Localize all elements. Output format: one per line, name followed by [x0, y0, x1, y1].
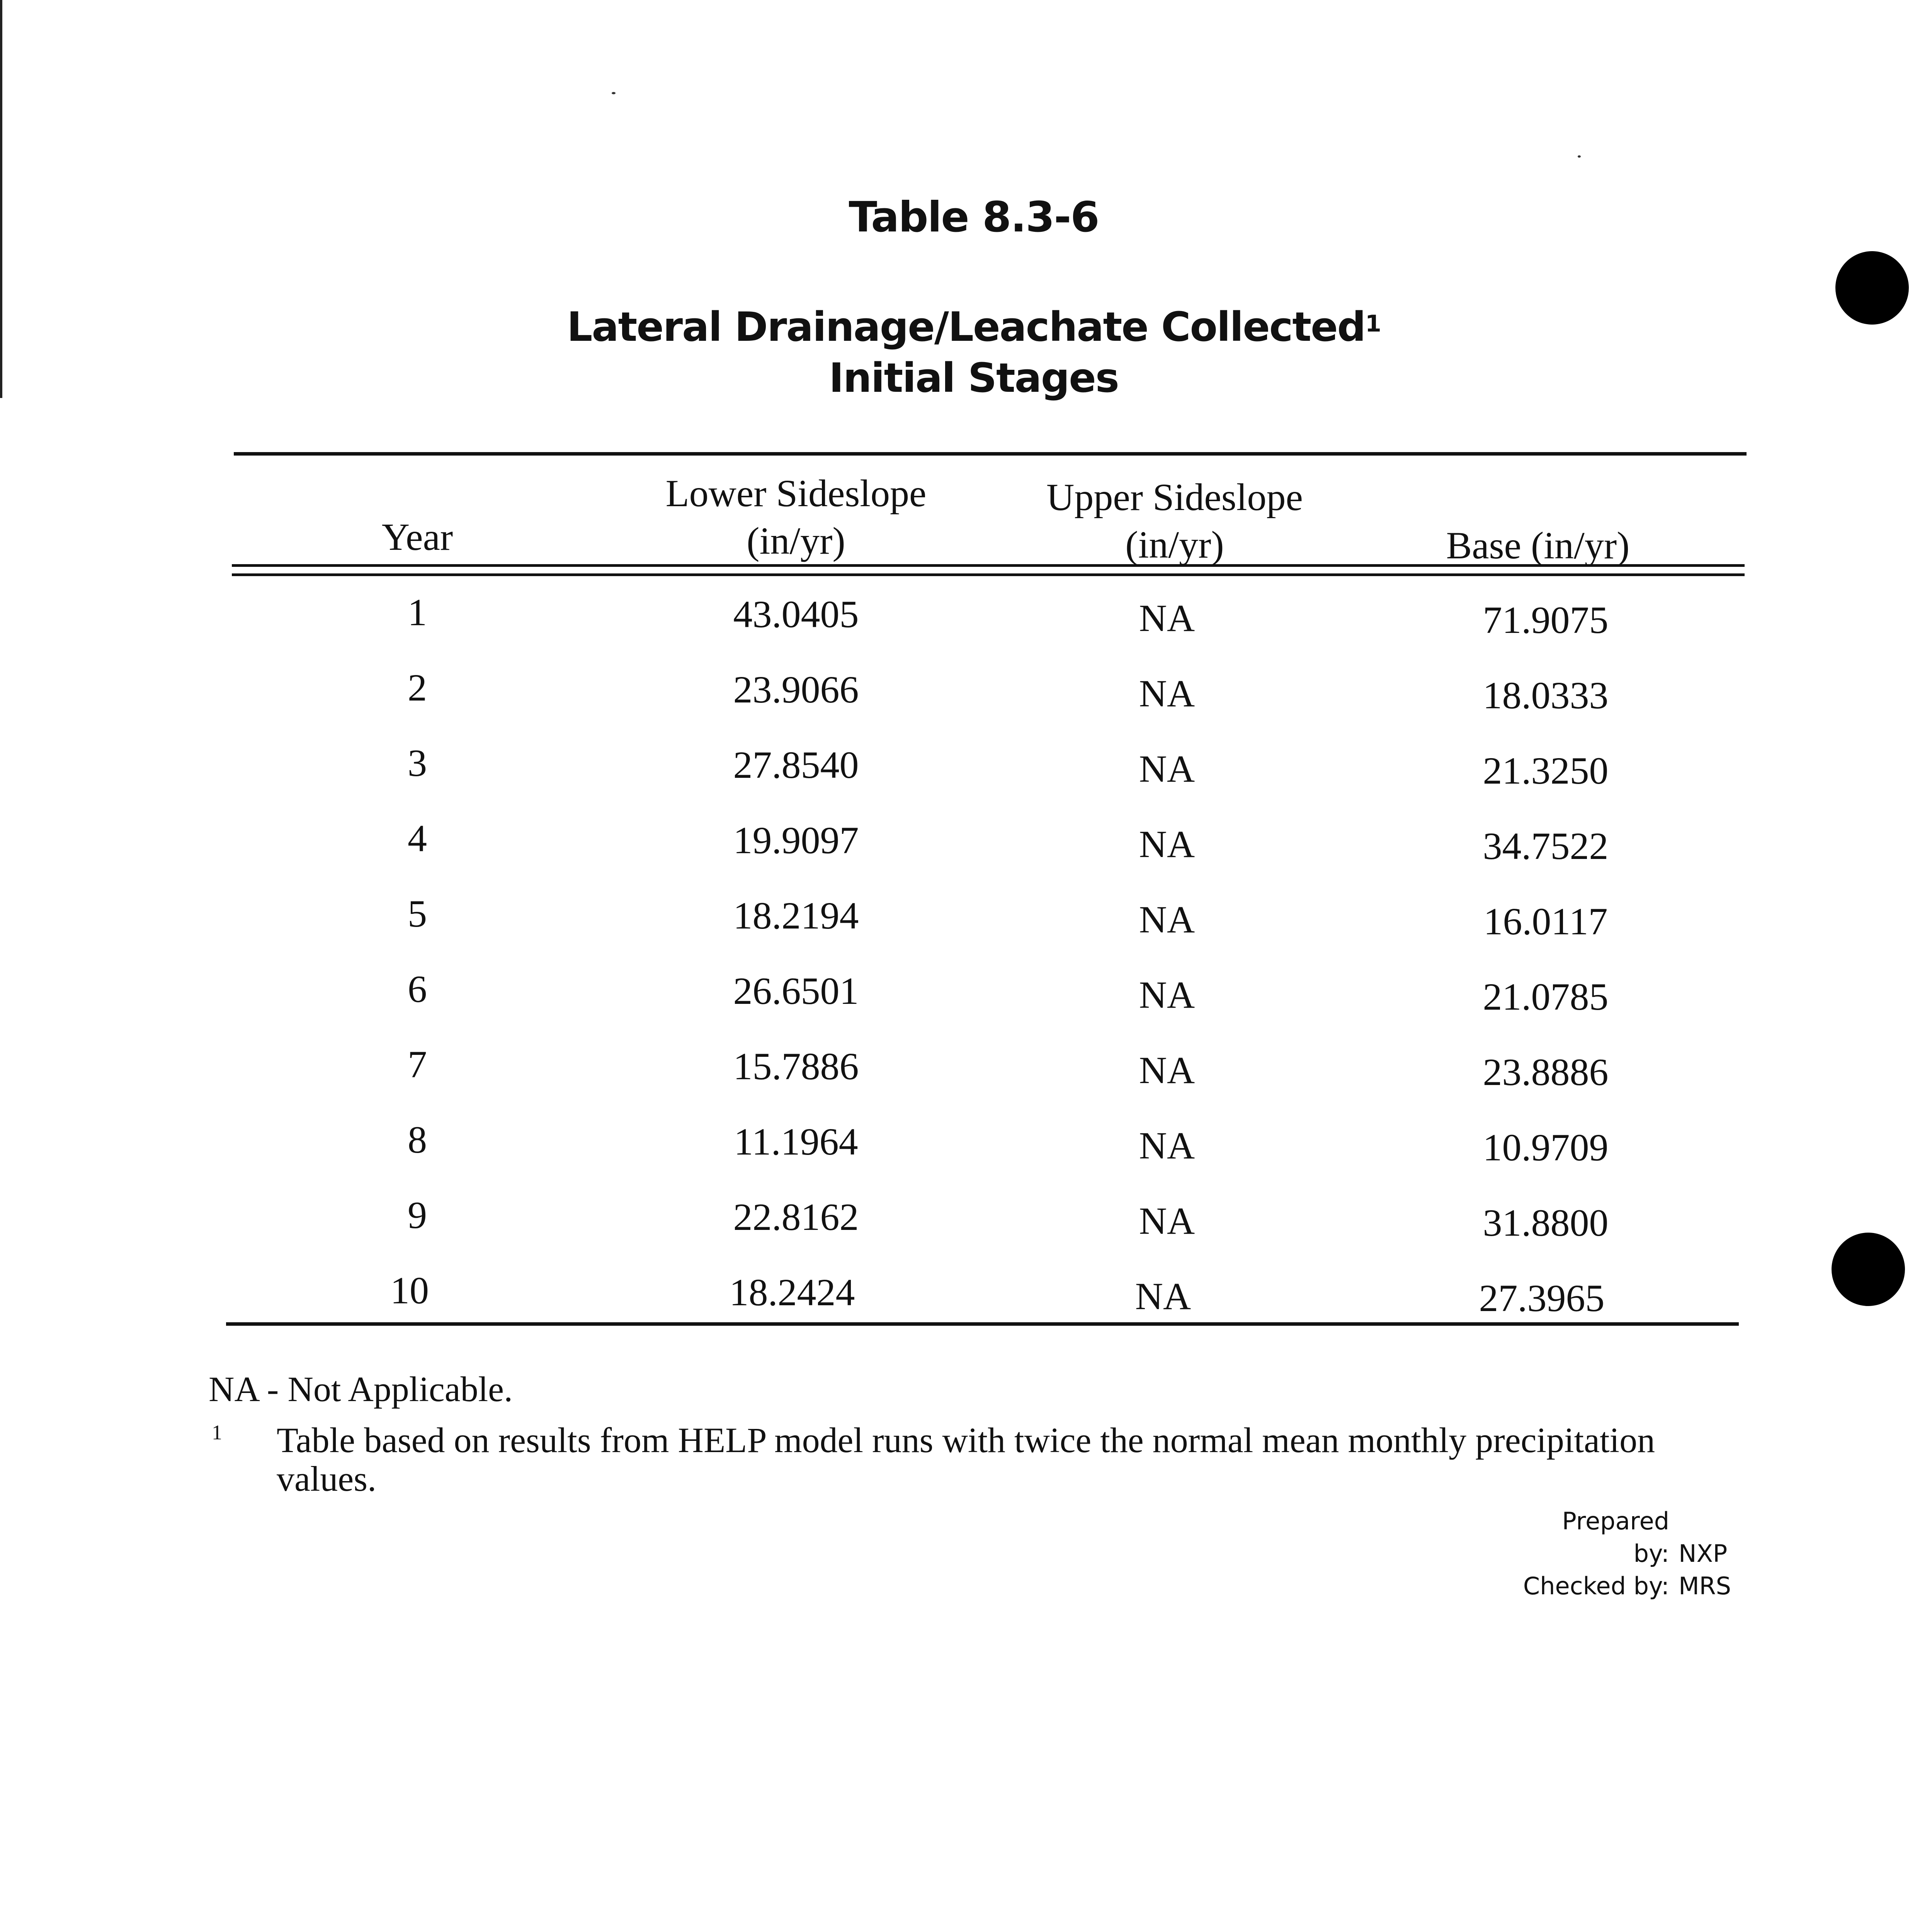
cell-lower: 19.9097: [733, 819, 859, 862]
cell-base: 27.3965: [1479, 1277, 1605, 1320]
header-upper-unit: (in/yr): [1125, 523, 1224, 566]
cell-lower: 26.6501: [733, 969, 859, 1012]
checked-by-label: Checked by:: [1523, 1572, 1670, 1600]
cell-year: 5: [408, 892, 427, 935]
cell-year: 7: [408, 1043, 427, 1086]
cell-lower: 11.1964: [734, 1120, 858, 1163]
cell-year: 10: [390, 1269, 429, 1312]
cell-upper: NA: [1139, 1049, 1195, 1092]
cell-lower: 22.8162: [733, 1196, 859, 1238]
cell-base: 31.8800: [1483, 1201, 1609, 1244]
cell-lower: 18.2424: [729, 1271, 855, 1314]
cell-base: 18.0333: [1483, 674, 1609, 717]
cell-upper: NA: [1139, 1124, 1195, 1167]
cell-upper: NA: [1139, 672, 1195, 715]
cell-year: 1: [408, 591, 427, 634]
header-year: Year: [381, 515, 453, 558]
cell-upper: NA: [1139, 597, 1195, 639]
footnote-line-1: Table based on results from HELP model runs with twice the normal mean monthly precipitation: [277, 1420, 1655, 1460]
table-bottom-rule: [226, 1322, 1739, 1326]
cell-lower: 15.7886: [733, 1045, 859, 1088]
header-upper-sideslope: Upper Sideslope: [1046, 476, 1303, 519]
prepared-block: [1522, 1505, 1731, 1602]
cell-base: 23.8886: [1483, 1051, 1609, 1094]
footnote-line-2: values.: [277, 1459, 377, 1498]
cell-lower: 18.2194: [733, 894, 859, 937]
table-top-rule: [234, 452, 1747, 456]
na-note: NA - Not Applicable.: [209, 1369, 513, 1409]
cell-year: 3: [408, 742, 427, 784]
cell-lower: 23.9066: [733, 668, 859, 711]
prepared-by-value: NXP: [1679, 1539, 1728, 1568]
cell-lower: 43.0405: [733, 593, 859, 636]
header-base: Base (in/yr): [1446, 524, 1630, 567]
scan-speck: [1578, 155, 1581, 158]
cell-lower: 27.8540: [733, 743, 859, 786]
caption-line-2: Initial Stages: [829, 354, 1119, 401]
table-title: Table 8.3-6: [849, 193, 1099, 242]
cell-base: 71.9075: [1483, 599, 1609, 641]
cell-upper: NA: [1139, 973, 1195, 1016]
cell-base: 21.0785: [1483, 975, 1609, 1018]
checked-by-value: MRS: [1679, 1572, 1731, 1600]
cell-upper: NA: [1139, 747, 1195, 790]
footnote-marker: 1: [212, 1421, 222, 1444]
header-rule-lower: [232, 573, 1745, 576]
cell-base: 16.0117: [1483, 900, 1608, 943]
scan-speck: [612, 92, 616, 94]
caption-footnote-marker: 1: [1365, 310, 1381, 337]
table-caption: [0, 301, 1932, 403]
prepared-by-label: Prepared by:: [1562, 1507, 1670, 1568]
cell-year: 4: [408, 817, 427, 860]
caption-line-1: [0, 301, 1932, 352]
checked-by: [1522, 1570, 1731, 1602]
cell-upper: NA: [1139, 823, 1195, 866]
cell-year: 8: [408, 1118, 427, 1161]
cell-year: 9: [408, 1194, 427, 1236]
header-lower-unit: (in/yr): [747, 519, 845, 562]
cell-base: 21.3250: [1483, 749, 1609, 792]
cell-upper: NA: [1139, 898, 1195, 941]
header-lower-sideslope: Lower Sideslope: [665, 472, 927, 515]
cell-year: 2: [408, 666, 427, 709]
binder-hole: [1832, 1233, 1905, 1306]
cell-base: 10.9709: [1483, 1126, 1609, 1169]
cell-upper: NA: [1139, 1199, 1195, 1242]
cell-upper: NA: [1135, 1275, 1191, 1318]
prepared-by: [1522, 1505, 1731, 1570]
cell-base: 34.7522: [1483, 825, 1609, 867]
caption-text: Lateral Drainage/Leachate Collected: [567, 303, 1366, 350]
cell-year: 6: [408, 968, 427, 1010]
